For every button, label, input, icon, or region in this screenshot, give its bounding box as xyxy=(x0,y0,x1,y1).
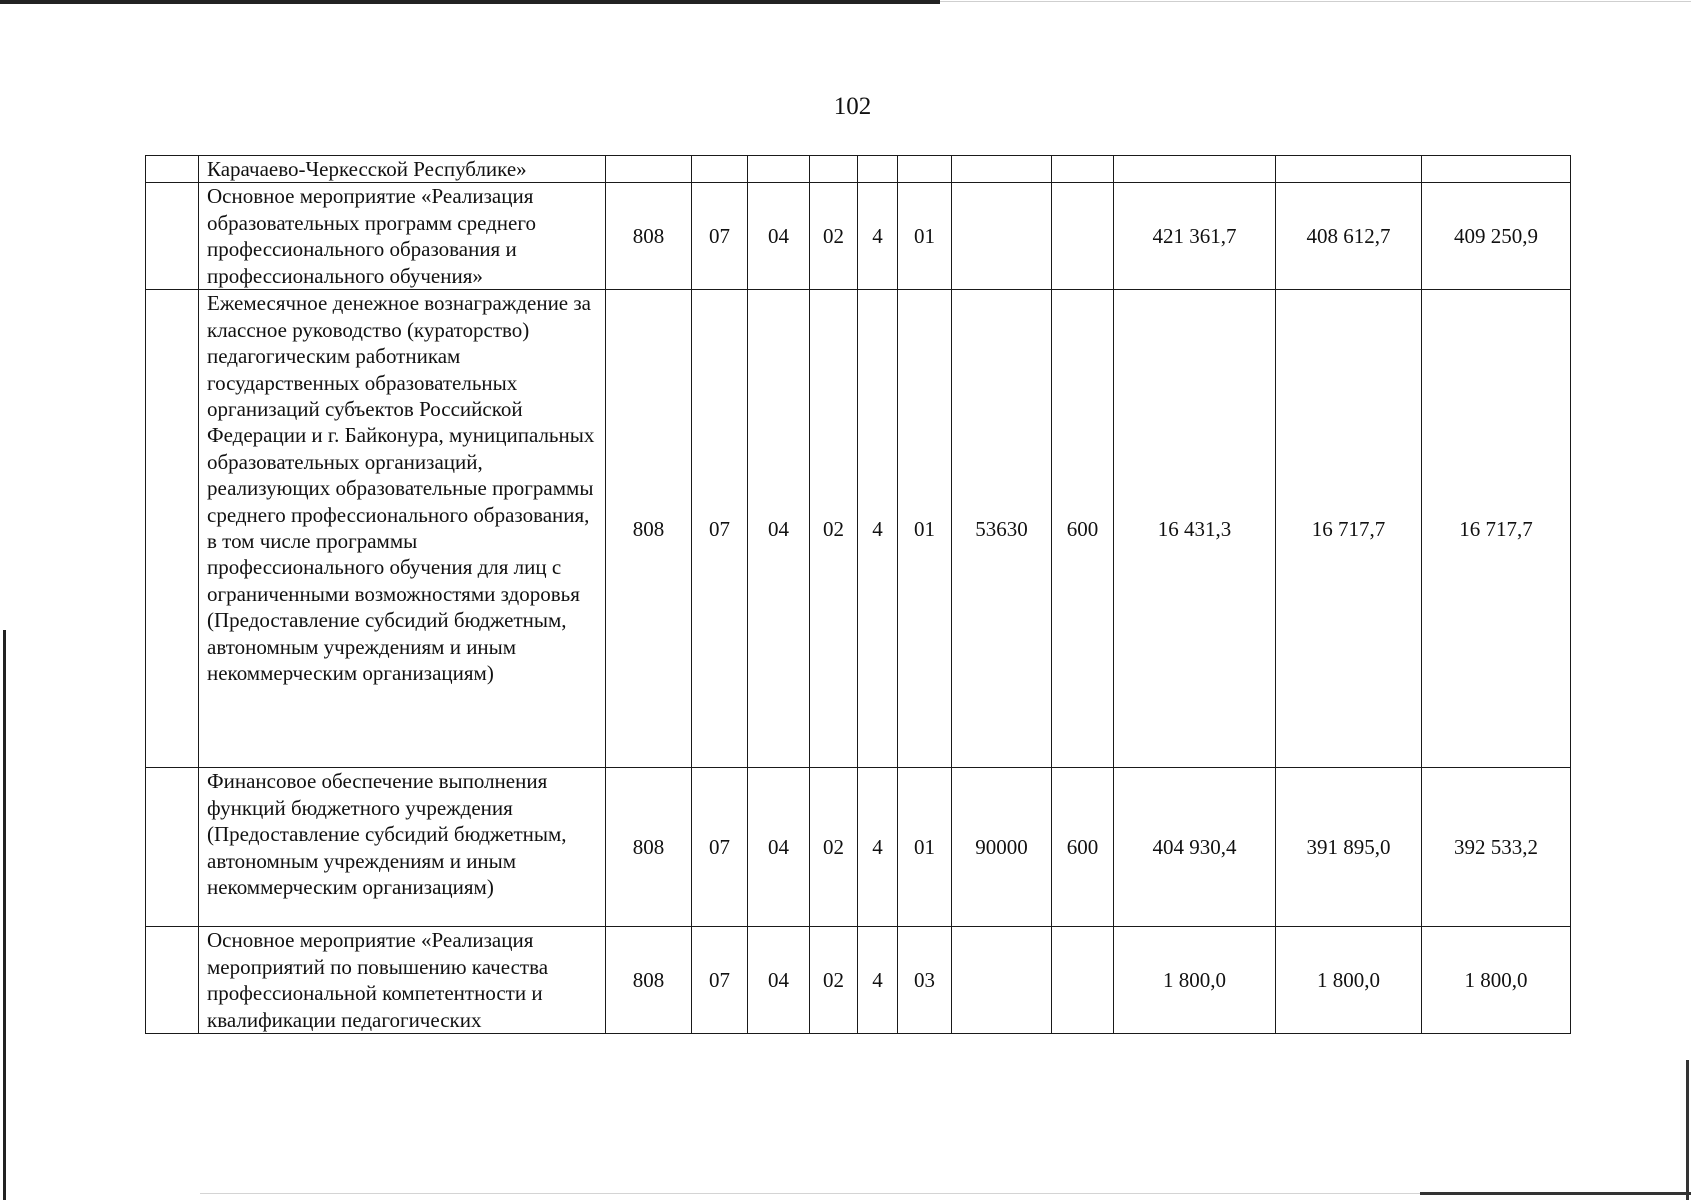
description-cell: Финансовое обеспечение выполнения функций бюджетного учреждения (Предоставление субсидий бюджетным, автономным учреждениям и иным некоммерческим организациям) xyxy=(199,768,606,927)
direction-code-cell: 90000 xyxy=(952,768,1052,927)
amount-year-3-cell: 392 533,2 xyxy=(1422,768,1571,927)
amount-year-1-cell: 16 431,3 xyxy=(1114,290,1276,768)
activity-code-cell: 01 xyxy=(898,768,952,927)
amount-year-2-cell: 1 800,0 xyxy=(1276,927,1422,1034)
expense-type-cell xyxy=(1052,156,1114,183)
activity-code-cell: 01 xyxy=(898,290,952,768)
activity-code-cell: 03 xyxy=(898,927,952,1034)
amount-year-3-cell xyxy=(1422,156,1571,183)
ministry-code-cell: 808 xyxy=(606,183,692,290)
direction-code-cell xyxy=(952,183,1052,290)
row-index-cell xyxy=(146,183,199,290)
table-row xyxy=(146,927,1571,1034)
ministry-code-cell: 808 xyxy=(606,290,692,768)
amount-year-3-cell: 409 250,9 xyxy=(1422,183,1571,290)
ministry-code-cell xyxy=(606,156,692,183)
direction-code-cell xyxy=(952,156,1052,183)
ministry-code-cell: 808 xyxy=(606,768,692,927)
page-number: 102 xyxy=(833,93,872,120)
description-cell: Основное мероприятие «Реализация образовательных программ среднего профессионального образования и профессионального обучения» xyxy=(199,183,606,290)
row-index-cell xyxy=(146,290,199,768)
program-code-cell: 02 xyxy=(810,183,858,290)
subsection-code-cell xyxy=(748,156,810,183)
subsection-code-cell: 04 xyxy=(748,768,810,927)
expense-type-cell: 600 xyxy=(1052,290,1114,768)
description-cell: Основное мероприятие «Реализация мероприятий по повышению качества профессиональной компетентности и квалификации педагогических xyxy=(199,927,606,1034)
subprogram-code-cell: 4 xyxy=(858,927,898,1034)
activity-code-cell: 01 xyxy=(898,183,952,290)
table-row xyxy=(146,290,1571,768)
subprogram-code-cell xyxy=(858,156,898,183)
subsection-code-cell: 04 xyxy=(748,290,810,768)
direction-code-cell: 53630 xyxy=(952,290,1052,768)
amount-year-3-cell: 1 800,0 xyxy=(1422,927,1571,1034)
scan-edge-top-faint xyxy=(940,1,1691,2)
program-code-cell: 02 xyxy=(810,927,858,1034)
subsection-code-cell: 04 xyxy=(748,183,810,290)
amount-year-1-cell: 421 361,7 xyxy=(1114,183,1276,290)
section-code-cell: 07 xyxy=(692,290,748,768)
direction-code-cell xyxy=(952,927,1052,1034)
subprogram-code-cell: 4 xyxy=(858,768,898,927)
budget-table xyxy=(145,155,1571,1034)
table-row xyxy=(146,183,1571,290)
amount-year-2-cell xyxy=(1276,156,1422,183)
amount-year-1-cell xyxy=(1114,156,1276,183)
expense-type-cell xyxy=(1052,183,1114,290)
program-code-cell: 02 xyxy=(810,768,858,927)
expense-type-cell xyxy=(1052,927,1114,1034)
description-cell: Ежемесячное денежное вознаграждение за классное руководство (кураторство) педагогическим работникам государственных образовательных организаций субъектов Российской Федерации и г. Байконура, муниципальных образовательных организаций, реализующих образовательные программы среднего профессионального образования, в том числе программы профессионального обучения для лиц с ограниченными возможностями здоровья (Предоставление субсидий бюджетным, автономным учреждениям и иным некоммерческим организациям) xyxy=(199,290,606,768)
section-code-cell: 07 xyxy=(692,183,748,290)
scan-edge-bottom-faint xyxy=(200,1193,1420,1194)
subprogram-code-cell: 4 xyxy=(858,290,898,768)
amount-year-1-cell: 404 930,4 xyxy=(1114,768,1276,927)
amount-year-3-cell: 16 717,7 xyxy=(1422,290,1571,768)
scan-edge-bottom xyxy=(1420,1192,1691,1195)
amount-year-2-cell: 391 895,0 xyxy=(1276,768,1422,927)
activity-code-cell xyxy=(898,156,952,183)
scan-edge-top xyxy=(0,0,940,4)
subsection-code-cell: 04 xyxy=(748,927,810,1034)
table-row xyxy=(146,156,1571,183)
amount-year-2-cell: 16 717,7 xyxy=(1276,290,1422,768)
row-index-cell xyxy=(146,927,199,1034)
scan-edge-right xyxy=(1686,1060,1689,1200)
section-code-cell: 07 xyxy=(692,768,748,927)
expense-type-cell: 600 xyxy=(1052,768,1114,927)
row-index-cell xyxy=(146,768,199,927)
table-row xyxy=(146,768,1571,927)
ministry-code-cell: 808 xyxy=(606,927,692,1034)
section-code-cell xyxy=(692,156,748,183)
row-index-cell xyxy=(146,156,199,183)
subprogram-code-cell: 4 xyxy=(858,183,898,290)
description-cell: Карачаево-Черкесской Республике» xyxy=(199,156,606,183)
program-code-cell xyxy=(810,156,858,183)
amount-year-2-cell: 408 612,7 xyxy=(1276,183,1422,290)
amount-year-1-cell: 1 800,0 xyxy=(1114,927,1276,1034)
program-code-cell: 02 xyxy=(810,290,858,768)
scan-edge-left xyxy=(3,630,6,1200)
section-code-cell: 07 xyxy=(692,927,748,1034)
